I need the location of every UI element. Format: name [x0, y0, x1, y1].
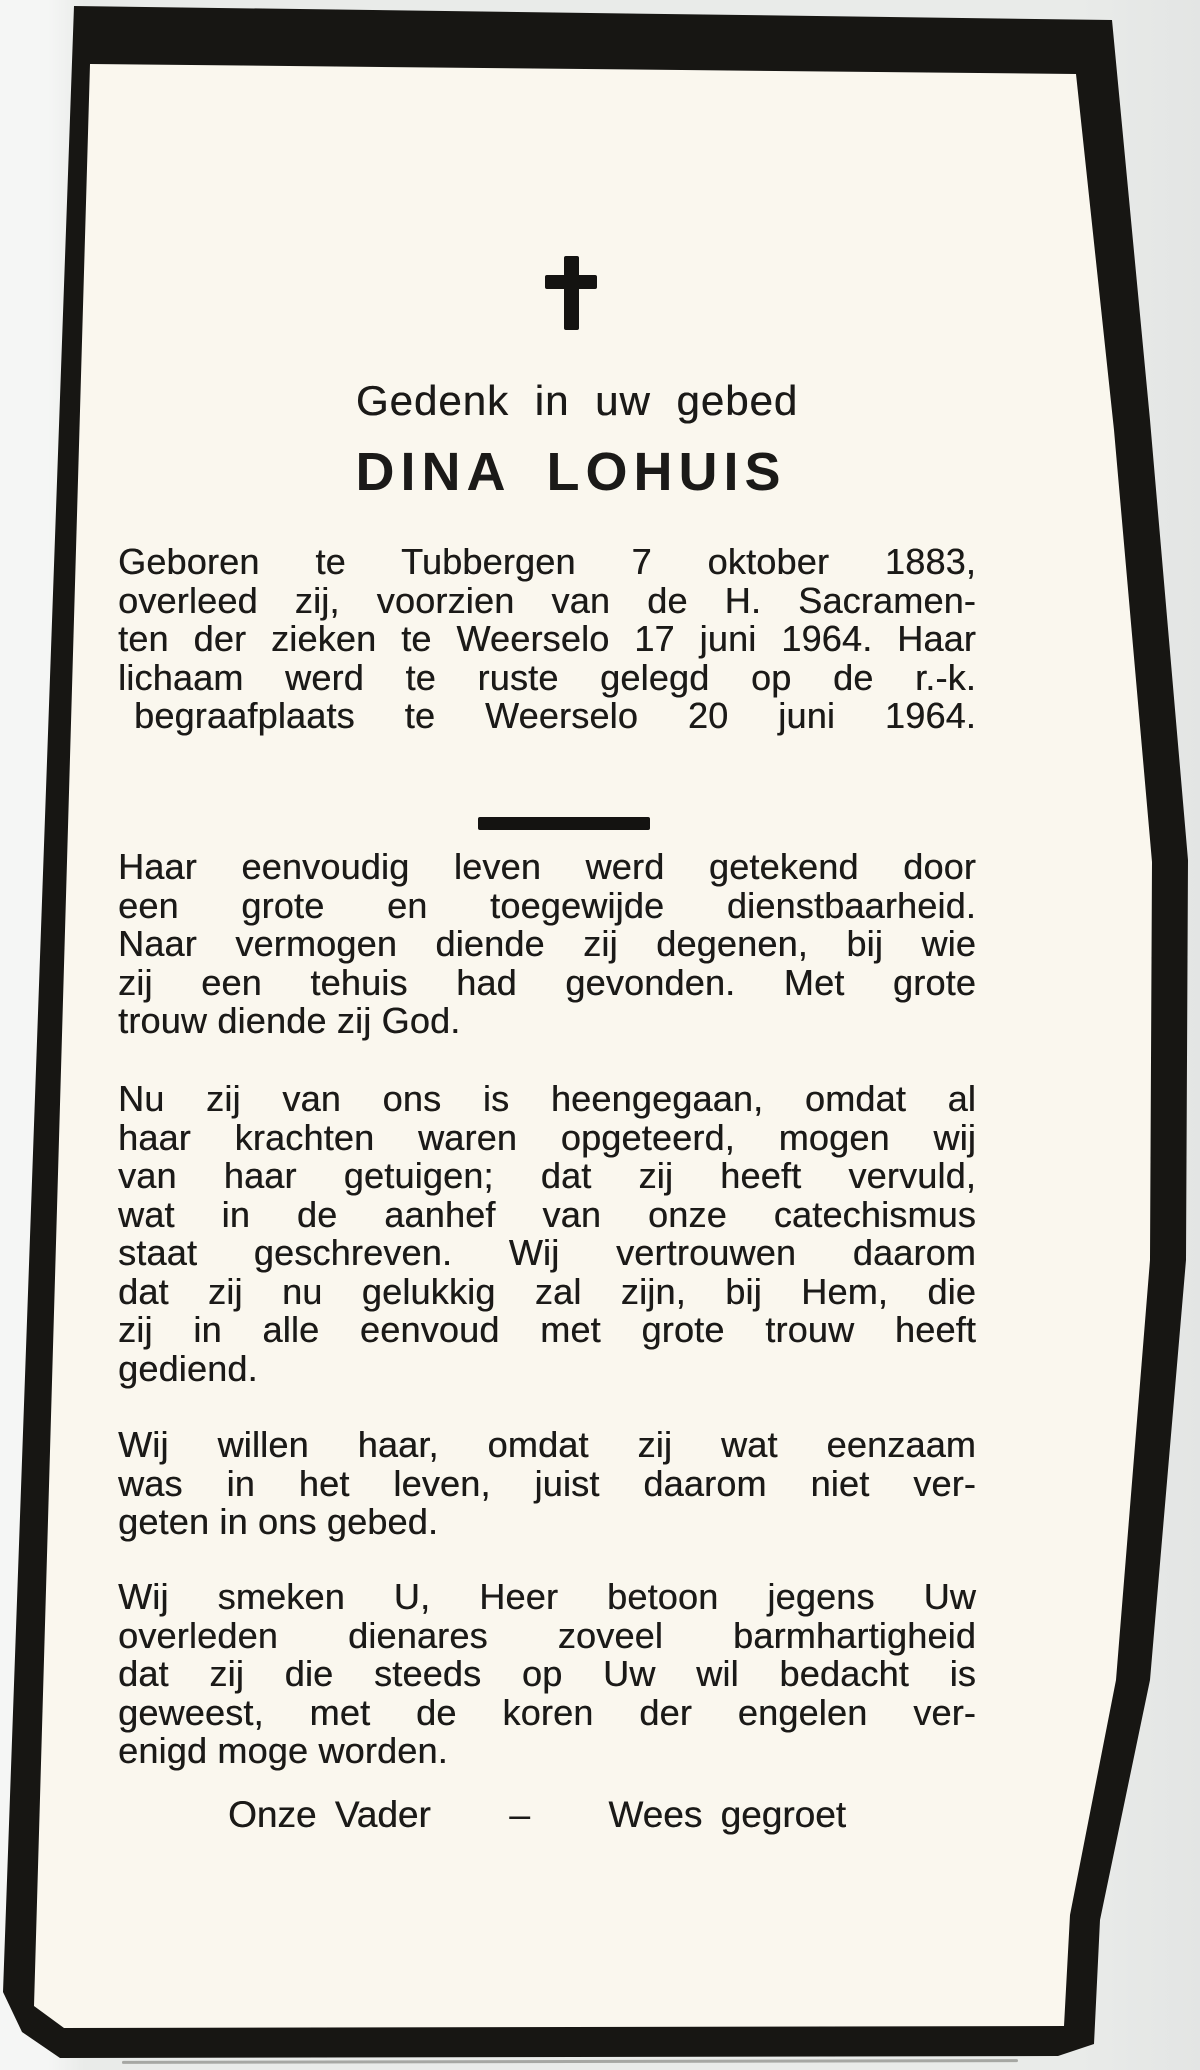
body-paragraph — [118, 1080, 976, 1388]
text-line: overleed zij, voorzien van de H. Sacramen- — [118, 579, 976, 621]
text-line: geweest, met de koren der engelen ver- — [118, 1691, 976, 1733]
text-line: enigd moge worden. — [118, 1730, 448, 1771]
text-line: staat geschreven. Wij vertrouwen daarom — [118, 1232, 976, 1273]
text-line: dat zij nu gelukkig zal zijn, bij Hem, die — [118, 1270, 976, 1312]
body-paragraph — [118, 848, 976, 1041]
text-line: Naar vermogen diende zij degenen, bij wie — [118, 923, 976, 964]
deceased-name: DINA LOHUIS — [355, 442, 787, 502]
text-line: overleden dienares zoveel barmhartigheid — [118, 1614, 976, 1656]
text-line: gediend. — [118, 1347, 258, 1389]
text-line: een grote en toegewijde dienstbaarheid. — [118, 884, 976, 926]
text-line: Wij smeken U, Heer betoon jegens Uw — [118, 1576, 976, 1617]
body-paragraph — [118, 1426, 976, 1542]
cross-icon — [545, 256, 597, 330]
text-line: zij in alle eenvoud met grote trouw heeft — [118, 1309, 976, 1350]
text-line: geten in ons gebed. — [118, 1501, 439, 1542]
text-line: Wij willen haar, omdat zij wat eenzaam — [118, 1424, 976, 1465]
section-divider — [478, 817, 650, 830]
text-line: begraafplaats te Weerselo 20 juni 1964. — [134, 695, 976, 736]
memorial-intro-line: Gedenk in uw gebed — [355, 377, 799, 424]
text-line: zij een tehuis had gevonden. Met grote — [118, 961, 976, 1003]
body-paragraph — [118, 1578, 976, 1771]
text-line: van haar getuigen; dat zij heeft vervuld, — [118, 1155, 976, 1196]
text-line: Geboren te Tubbergen 7 oktober 1883, — [118, 541, 976, 582]
vitals-paragraph — [118, 543, 976, 736]
text-line: Nu zij van ons is heengegaan, omdat al — [118, 1078, 976, 1119]
text-line: dat zij die steeds op Uw wil bedacht is — [118, 1653, 976, 1694]
text-line: Haar eenvoudig leven werd getekend door — [118, 846, 976, 887]
closing-prayers — [228, 1795, 846, 1835]
prayer-wees-gegroet: Wees gegroet — [608, 1794, 846, 1835]
prayer-onze-vader: Onze Vader — [228, 1794, 431, 1835]
text-line: haar krachten waren opgeteerd, mogen wij — [118, 1116, 976, 1158]
text-line: trouw diende zij God. — [118, 1000, 461, 1041]
text-line: lichaam werd te ruste gelegd op de r.-k. — [118, 656, 976, 698]
prayer-separator-dash: – — [509, 1794, 530, 1835]
text-line: ten der zieken te Weerselo 17 juni 1964. Haar — [118, 618, 976, 659]
text-line: wat in de aanhef van onze catechismus — [118, 1193, 976, 1235]
text-line: was in het leven, juist daarom niet ver- — [118, 1462, 976, 1504]
